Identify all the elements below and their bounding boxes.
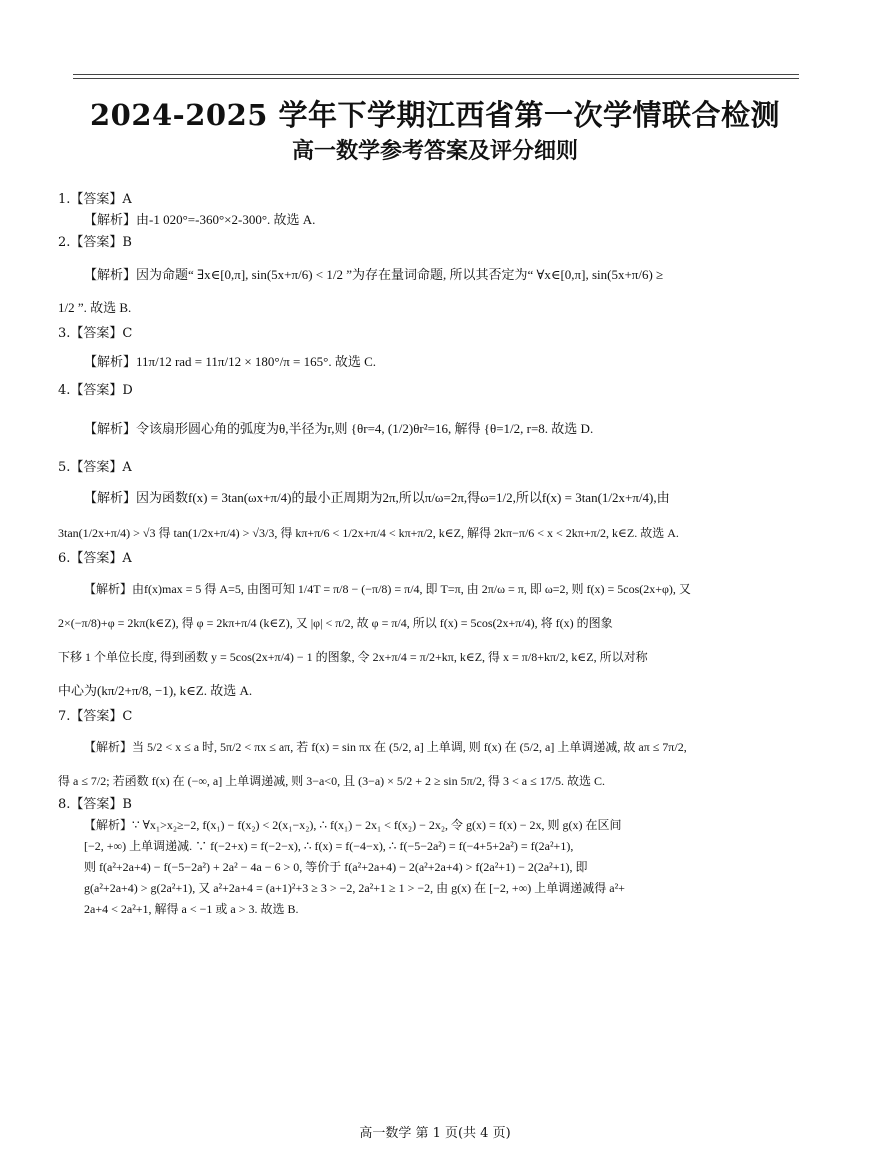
question-3 bbox=[58, 324, 802, 373]
explanation-line: 2a+4 < 2a²+1, 解得 a < −1 或 a > 3. 故选 B. bbox=[84, 902, 299, 916]
answer-value: A bbox=[122, 551, 132, 566]
question-6 bbox=[58, 549, 802, 701]
question-7 bbox=[58, 707, 802, 791]
explanation bbox=[58, 579, 802, 701]
question-1 bbox=[58, 190, 802, 231]
question-number: 3. bbox=[58, 326, 71, 341]
explanation-line: 由f(x)max = 5 得 A=5, 由图可知 1/4T = π/8 − (−π/8) = π/4, 即 T=π, 由 2π/ω = π, 即 ω=2, 则 f(x) = 5cos(2x+φ), 又 bbox=[132, 582, 691, 596]
answer-value: A bbox=[122, 192, 132, 207]
answer-value: A bbox=[122, 460, 132, 475]
question-8 bbox=[58, 795, 802, 920]
answer-tag: 【答案】 bbox=[70, 797, 123, 812]
answer-line bbox=[58, 233, 802, 253]
explanation-tag: 【解析】 bbox=[84, 582, 133, 596]
answer-tag: 【答案】 bbox=[70, 235, 123, 250]
explanation-line: 令该扇形圆心角的弧度为θ,半径为r,则 {θr=4, (1/2)θr²=16, 解得 {θ=1/2, r=8. 故选 D. bbox=[136, 421, 594, 436]
answer-line bbox=[58, 458, 802, 478]
explanation-line: 2×(−π/8)+φ = 2kπ(k∈Z), 得 φ = 2kπ+π/4 (k∈Z), 又 |φ| < π/2, 故 φ = π/4, 所以 f(x) = 5cos(2x+π/4), 将 f(x) 的图象 bbox=[58, 616, 613, 630]
header-rule-2 bbox=[73, 78, 799, 79]
exam-title: 2024-2025 学年下学期江西省第一次学情联合检测 bbox=[89, 98, 781, 132]
answer-list bbox=[58, 190, 802, 922]
explanation-line: 下移 1 个单位长度, 得到函数 y = 5cos(2x+π/4) − 1 的图象, 令 2x+π/4 = π/2+kπ, k∈Z, 得 x = π/8+kπ/2, k∈Z, 所以对称 bbox=[58, 650, 648, 664]
explanation-line: ∵ ∀x₁>x₂≥−2, f(x₁) − f(x₂) < 2(x₁−x₂), ∴ f(x₁) − 2x₁ < f(x₂) − 2x₂, 令 g(x) = f(x) − 2x, 则 g(x) 在区间 bbox=[132, 818, 622, 832]
answer-tag: 【答案】 bbox=[70, 709, 123, 724]
answer-value: B bbox=[122, 235, 132, 250]
answer-tag: 【答案】 bbox=[70, 326, 123, 341]
question-5 bbox=[58, 458, 802, 543]
question-number: 2. bbox=[58, 235, 71, 250]
answer-line bbox=[58, 549, 802, 569]
answer-value: B bbox=[122, 797, 132, 812]
answer-value: C bbox=[122, 709, 133, 724]
question-number: 5. bbox=[58, 460, 71, 475]
explanation-tag: 【解析】 bbox=[84, 268, 137, 283]
explanation bbox=[58, 737, 802, 791]
answer-line bbox=[58, 381, 802, 401]
explanation-line: 当 5/2 < x ≤ a 时, 5π/2 < πx ≤ aπ, 若 f(x) = sin πx 在 (5/2, a] 上单调, 则 f(x) 在 (5/2, a] 上单调递减, 故 aπ ≤ 7π/2, bbox=[132, 740, 687, 754]
exam-subtitle: 高一数学参考答案及评分细则 bbox=[291, 139, 578, 164]
answer-tag: 【答案】 bbox=[70, 460, 123, 475]
explanation-tag: 【解析】 bbox=[84, 740, 133, 754]
explanation-line: 3tan(1/2x+π/4) > √3 得 tan(1/2x+π/4) > √3/3, 得 kπ+π/6 < 1/2x+π/4 < kπ+π/2, k∈Z, 解得 2kπ−π/6 < x < 2kπ+π/2, k∈Z. 故选 A. bbox=[58, 526, 679, 540]
explanation-line: 因为函数f(x) = 3tan(ωx+π/4)的最小正周期为2π,所以π/ω=2π,得ω=1/2,所以f(x) = 3tan(1/2x+π/4),由 bbox=[136, 490, 670, 505]
question-number: 8. bbox=[58, 797, 71, 812]
explanation bbox=[58, 265, 802, 318]
question-number: 4. bbox=[58, 383, 71, 398]
explanation-line: 则 f(a²+2a+4) − f(−5−2a²) + 2a² − 4a − 6 > 0, 等价于 f(a²+2a+4) − 2(a²+2a+4) > f(2a²+1) − 2(2a²+1), 即 bbox=[84, 860, 588, 874]
answer-value: D bbox=[122, 383, 133, 398]
explanation-line: 11π/12 rad = 11π/12 × 180°/π = 165°. 故选 C. bbox=[136, 354, 376, 369]
answer-value: C bbox=[122, 326, 133, 341]
explanation-tag: 【解析】 bbox=[84, 355, 137, 370]
explanation-tag: 【解析】 bbox=[84, 213, 137, 228]
answer-line bbox=[58, 324, 802, 344]
explanation bbox=[84, 419, 802, 440]
question-2 bbox=[58, 233, 802, 318]
explanation-line: 因为命题“ ∃x∈[0,π], sin(5x+π/6) < 1/2 ”为存在量词命题, 所以其否定为“ ∀x∈[0,π], sin(5x+π/6) ≥ bbox=[136, 267, 664, 282]
explanation-line: 得 a ≤ 7/2; 若函数 f(x) 在 (−∞, a] 上单调递减, 则 3−a<0, 且 (3−a) × 5/2 + 2 ≥ sin 5π/2, 得 3 < a ≤ 17/5. 故选 C. bbox=[58, 774, 606, 788]
question-number: 6. bbox=[58, 551, 71, 566]
answer-tag: 【答案】 bbox=[70, 551, 123, 566]
answer-line bbox=[58, 190, 802, 210]
explanation bbox=[84, 815, 802, 920]
header-rule-1 bbox=[73, 74, 799, 75]
question-number: 7. bbox=[58, 709, 71, 724]
explanation-line: g(a²+2a+4) > g(2a²+1), 又 a²+2a+4 = (a+1)²+3 ≥ 3 > −2, 2a²+1 ≥ 1 > −2, 由 g(x) 在 [−2, +∞) 上单调递减得 a²+ bbox=[84, 881, 625, 895]
page-footer: 高一数学 第 1 页(共 4 页) bbox=[359, 1126, 511, 1141]
question-number: 1. bbox=[58, 192, 71, 207]
explanation bbox=[84, 352, 802, 373]
explanation bbox=[84, 210, 802, 231]
explanation-line: [−2, +∞) 上单调递减. ∵ f(−2+x) = f(−2−x), ∴ f(x) = f(−4−x), ∴ f(−5−2a²) = f(−4+5+2a²) = f(2a²+1), bbox=[84, 839, 574, 853]
question-4 bbox=[58, 381, 802, 440]
explanation-tag: 【解析】 bbox=[84, 491, 137, 506]
explanation-tag: 【解析】 bbox=[84, 818, 133, 832]
answer-tag: 【答案】 bbox=[70, 383, 123, 398]
explanation-line: 中心为(kπ/2+π/8, −1), k∈Z. 故选 A. bbox=[58, 683, 253, 698]
explanation bbox=[58, 488, 802, 543]
explanation-tag: 【解析】 bbox=[84, 422, 137, 437]
answer-tag: 【答案】 bbox=[70, 192, 123, 207]
explanation-line: 由-1 020°=-360°×2-300°. 故选 A. bbox=[136, 212, 316, 227]
explanation-line: 1/2 ”. 故选 B. bbox=[58, 300, 132, 315]
answer-line bbox=[58, 795, 802, 815]
answer-line bbox=[58, 707, 802, 727]
